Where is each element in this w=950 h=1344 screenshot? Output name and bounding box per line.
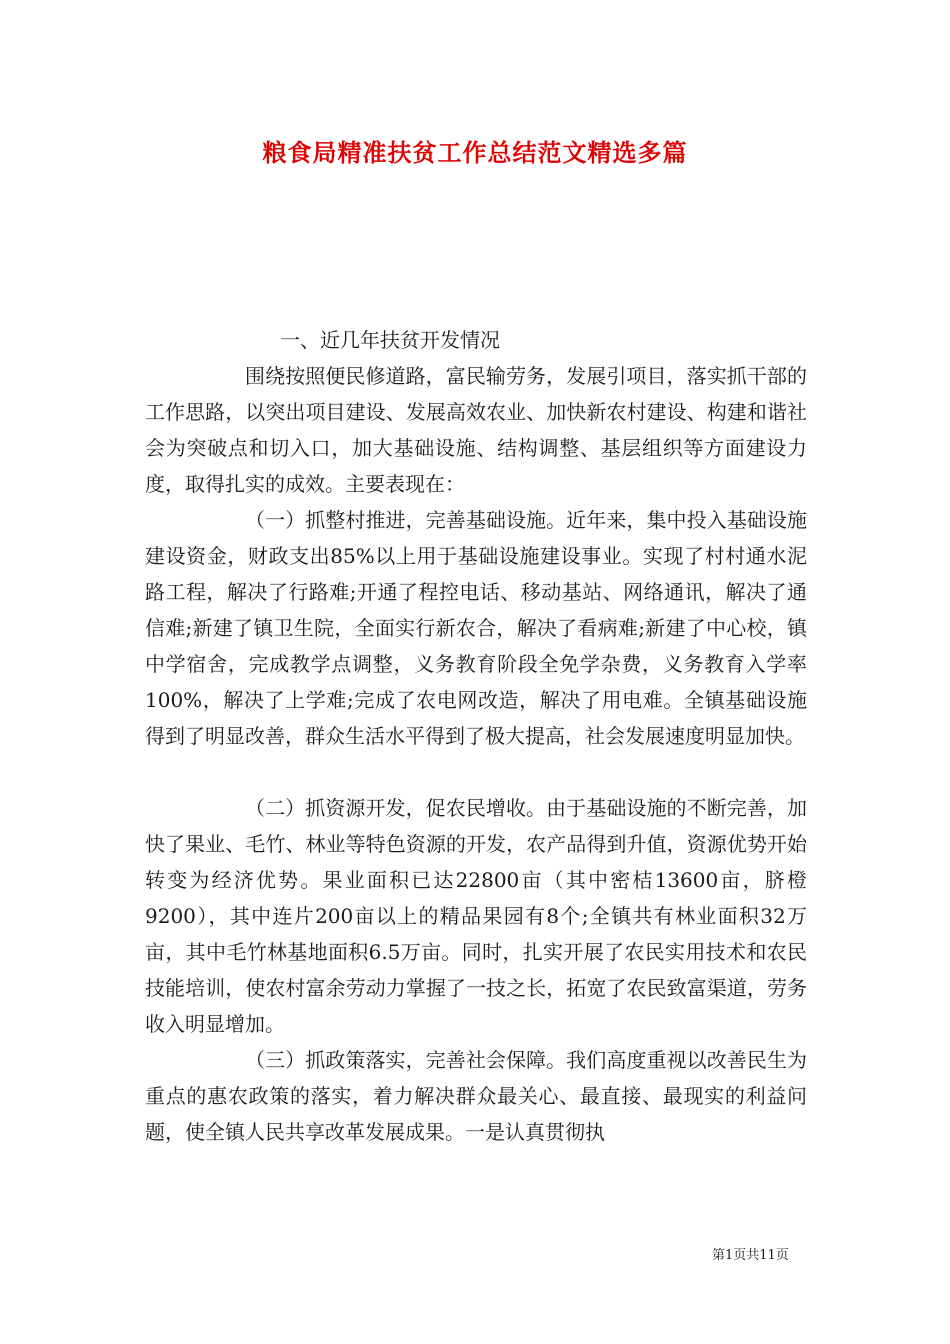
document-title: 粮食局精准扶贫工作总结范文精选多篇 bbox=[262, 138, 688, 167]
page-number: 第1页共11页 bbox=[712, 1248, 789, 1263]
paragraph-intro: 围绕按照便民修道路，富民输劳务，发展引项目，落实抓干部的工作思路，以突出项目建设、发展高效农业、加快新农村建设、构建和谐社会为突破点和切入口，加大基础设施、结构调整、基层组织等方面建设力度，取得扎实的成效。主要表现在： bbox=[145, 364, 807, 496]
paragraph-resources: （二）抓资源开发，促农民增收。由于基础设施的不断完善，加快了果业、毛竹、林业等特色资源的开发，农产品得到升值，资源优势开始转变为经济优势。果业面积已达22800亩（其中密桔13600亩，脐橙9200），其中连片200亩以上的精品果园有8个;全镇共有林业面积32万亩，其中毛竹林基地面积6.5万亩。同时，扎实开展了农民实用技术和农民技能培训，使农村富余劳动力掌握了一技之长，拓宽了农民致富渠道，劳务收入明显增加。 bbox=[145, 796, 807, 1036]
paragraph-infrastructure: （一）抓整村推进，完善基础设施。近年来，集中投入基础设施建设资金，财政支出85%以上用于基础设施建设事业。实现了村村通水泥路工程，解决了行路难;开通了程控电话、移动基站、网络通讯，解决了通信难;新建了镇卫生院，全面实行新农合，解决了看病难;新建了中心校，镇中学宿舍，完成教学点调整，义务教育阶段全免学杂费，义务教育入学率100%，解决了上学难;完成了农电网改造，解决了用电难。全镇基础设施得到了明显改善，群众生活水平得到了极大提高，社会发展速度明显加快。 bbox=[145, 508, 807, 748]
section-heading: 一、近几年扶贫开发情况 bbox=[280, 328, 500, 352]
paragraph-policy: （三）抓政策落实，完善社会保障。我们高度重视以改善民生为重点的惠农政策的落实，着力解决群众最关心、最直接、最现实的利益问题，使全镇人民共享改革发展成果。一是认真贯彻执 bbox=[145, 1048, 807, 1144]
